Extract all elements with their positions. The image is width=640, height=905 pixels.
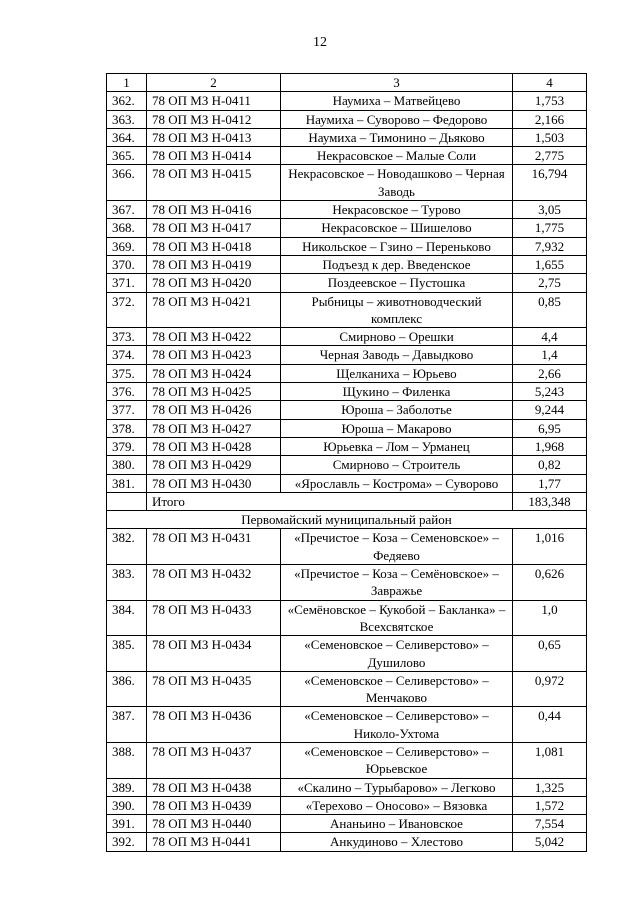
- header-cell: 1: [107, 74, 147, 92]
- road-name-cell: Некрасовское – Малые Соли: [281, 147, 513, 165]
- road-code-cell: 78 ОП МЗ Н-0423: [147, 346, 281, 364]
- row-number-cell: 386.: [107, 671, 147, 707]
- road-name-cell: Поздеевское – Пустошка: [281, 274, 513, 292]
- row-number-cell: 369.: [107, 237, 147, 255]
- road-name-cell: «Семеновское – Селиверстово» – Душилово: [281, 636, 513, 672]
- road-name-cell: Анкудиново – Хлестово: [281, 833, 513, 851]
- total-value: 183,348: [513, 492, 587, 510]
- road-code-cell: 78 ОП МЗ Н-0429: [147, 456, 281, 474]
- road-length-cell: 1,77: [513, 474, 587, 492]
- road-length-cell: 9,244: [513, 401, 587, 419]
- row-number-cell: 371.: [107, 274, 147, 292]
- table-row: [107, 274, 587, 292]
- road-code-cell: 78 ОП МЗ Н-0434: [147, 636, 281, 672]
- table-row: [107, 383, 587, 401]
- road-length-cell: 5,042: [513, 833, 587, 851]
- table-row: [107, 796, 587, 814]
- road-name-cell: «Семеновское – Селиверстово» – Менчаково: [281, 671, 513, 707]
- row-number-cell: 387.: [107, 707, 147, 743]
- road-length-cell: 0,85: [513, 292, 587, 328]
- table-row: [107, 255, 587, 273]
- row-number-cell: 384.: [107, 600, 147, 636]
- road-code-cell: 78 ОП МЗ Н-0418: [147, 237, 281, 255]
- road-length-cell: 1,775: [513, 219, 587, 237]
- road-length-cell: 2,66: [513, 364, 587, 382]
- row-number-cell: 377.: [107, 401, 147, 419]
- row-number-cell: 375.: [107, 364, 147, 382]
- table-row: [107, 600, 587, 636]
- road-code-cell: 78 ОП МЗ Н-0432: [147, 565, 281, 601]
- row-number-cell: 373.: [107, 328, 147, 346]
- road-length-cell: 5,243: [513, 383, 587, 401]
- header-cell: 3: [281, 74, 513, 92]
- row-number-cell: 382.: [107, 529, 147, 565]
- table-header-row: [107, 74, 587, 92]
- table-row: [107, 128, 587, 146]
- road-length-cell: 1,016: [513, 529, 587, 565]
- road-length-cell: 1,081: [513, 742, 587, 778]
- table-row: [107, 92, 587, 110]
- road-name-cell: Наумиха – Тимонино – Дьяково: [281, 128, 513, 146]
- road-code-cell: 78 ОП МЗ Н-0411: [147, 92, 281, 110]
- row-number-cell: 374.: [107, 346, 147, 364]
- table-row: [107, 833, 587, 851]
- row-number-cell: 364.: [107, 128, 147, 146]
- road-length-cell: 3,05: [513, 201, 587, 219]
- row-number-cell: 368.: [107, 219, 147, 237]
- roads-table: [106, 73, 587, 852]
- table-row: [107, 292, 587, 328]
- table-row: [107, 201, 587, 219]
- road-name-cell: Подъезд к дер. Введенское: [281, 255, 513, 273]
- road-name-cell: Некрасовское – Турово: [281, 201, 513, 219]
- road-length-cell: 0,65: [513, 636, 587, 672]
- row-number-cell: 367.: [107, 201, 147, 219]
- row-number-cell: 376.: [107, 383, 147, 401]
- road-name-cell: Юроша – Макарово: [281, 419, 513, 437]
- row-number-cell: 381.: [107, 474, 147, 492]
- road-code-cell: 78 ОП МЗ Н-0419: [147, 255, 281, 273]
- road-length-cell: 2,75: [513, 274, 587, 292]
- road-code-cell: 78 ОП МЗ Н-0431: [147, 529, 281, 565]
- road-length-cell: 2,166: [513, 110, 587, 128]
- row-number-cell: 388.: [107, 742, 147, 778]
- road-length-cell: 1,0: [513, 600, 587, 636]
- road-code-cell: 78 ОП МЗ Н-0422: [147, 328, 281, 346]
- table-row: [107, 456, 587, 474]
- road-code-cell: 78 ОП МЗ Н-0414: [147, 147, 281, 165]
- road-length-cell: 2,775: [513, 147, 587, 165]
- row-number-cell: 390.: [107, 796, 147, 814]
- table-body-section-a: [107, 92, 587, 493]
- table-row: [107, 219, 587, 237]
- road-code-cell: 78 ОП МЗ Н-0435: [147, 671, 281, 707]
- row-number-cell: 378.: [107, 419, 147, 437]
- header-cell: 2: [147, 74, 281, 92]
- table-row: [107, 328, 587, 346]
- road-name-cell: Смирново – Орешки: [281, 328, 513, 346]
- road-length-cell: 1,325: [513, 778, 587, 796]
- table-row: [107, 565, 587, 601]
- row-number-cell: 362.: [107, 92, 147, 110]
- road-name-cell: «Семеновское – Селиверстово» – Юрьевское: [281, 742, 513, 778]
- road-name-cell: «Ярославль – Кострома» – Суворово: [281, 474, 513, 492]
- road-length-cell: 1,968: [513, 437, 587, 455]
- total-row: [107, 492, 587, 510]
- table-row: [107, 165, 587, 201]
- row-number-cell: 366.: [107, 165, 147, 201]
- road-length-cell: 16,794: [513, 165, 587, 201]
- table-row: [107, 147, 587, 165]
- road-name-cell: Щукино – Филенка: [281, 383, 513, 401]
- road-name-cell: Черная Заводь – Давыдково: [281, 346, 513, 364]
- district-row: [107, 511, 587, 529]
- road-length-cell: 0,82: [513, 456, 587, 474]
- road-code-cell: 78 ОП МЗ Н-0438: [147, 778, 281, 796]
- road-name-cell: «Терехово – Оносово» – Вязовка: [281, 796, 513, 814]
- table-row: [107, 437, 587, 455]
- row-number-cell: 392.: [107, 833, 147, 851]
- road-code-cell: 78 ОП МЗ Н-0424: [147, 364, 281, 382]
- road-code-cell: 78 ОП МЗ Н-0417: [147, 219, 281, 237]
- table-row: [107, 364, 587, 382]
- table-row: [107, 110, 587, 128]
- table-row: [107, 529, 587, 565]
- row-number-cell: 370.: [107, 255, 147, 273]
- road-length-cell: 6,95: [513, 419, 587, 437]
- road-name-cell: Рыбницы – животноводческий комплекс: [281, 292, 513, 328]
- row-number-cell: 379.: [107, 437, 147, 455]
- road-name-cell: «Скалино – Турыбарово» – Легково: [281, 778, 513, 796]
- road-name-cell: «Пречистое – Коза – Семеновское» – Федяево: [281, 529, 513, 565]
- road-length-cell: 0,972: [513, 671, 587, 707]
- road-code-cell: 78 ОП МЗ Н-0440: [147, 815, 281, 833]
- row-number-cell: 383.: [107, 565, 147, 601]
- road-name-cell: «Пречистое – Коза – Семёновское» – Завражье: [281, 565, 513, 601]
- table-row: [107, 346, 587, 364]
- district-heading: Первомайский муниципальный район: [107, 511, 587, 529]
- page-number: 12: [313, 35, 327, 50]
- table-row: [107, 401, 587, 419]
- road-length-cell: 1,4: [513, 346, 587, 364]
- road-code-cell: 78 ОП МЗ Н-0421: [147, 292, 281, 328]
- road-name-cell: Юроша – Заболотье: [281, 401, 513, 419]
- road-length-cell: 7,554: [513, 815, 587, 833]
- road-code-cell: 78 ОП МЗ Н-0420: [147, 274, 281, 292]
- table-row: [107, 474, 587, 492]
- row-number-cell: 380.: [107, 456, 147, 474]
- table-row: [107, 778, 587, 796]
- road-code-cell: 78 ОП МЗ Н-0412: [147, 110, 281, 128]
- road-code-cell: 78 ОП МЗ Н-0416: [147, 201, 281, 219]
- road-length-cell: 4,4: [513, 328, 587, 346]
- header-cell: 4: [513, 74, 587, 92]
- table-row: [107, 707, 587, 743]
- table-row: [107, 742, 587, 778]
- road-code-cell: 78 ОП МЗ Н-0413: [147, 128, 281, 146]
- table-row: [107, 815, 587, 833]
- road-length-cell: 0,626: [513, 565, 587, 601]
- road-name-cell: Наумиха – Суворово – Федорово: [281, 110, 513, 128]
- road-name-cell: Смирново – Строитель: [281, 456, 513, 474]
- row-number-cell: 385.: [107, 636, 147, 672]
- road-name-cell: Юрьевка – Лом – Урманец: [281, 437, 513, 455]
- road-length-cell: 1,503: [513, 128, 587, 146]
- row-number-cell: 365.: [107, 147, 147, 165]
- total-blank-cell: [107, 492, 147, 510]
- road-code-cell: 78 ОП МЗ Н-0427: [147, 419, 281, 437]
- road-length-cell: 7,932: [513, 237, 587, 255]
- road-name-cell: «Семёновское – Кукобой – Бакланка» – Всехсвятское: [281, 600, 513, 636]
- road-name-cell: Некрасовское – Шишелово: [281, 219, 513, 237]
- road-name-cell: «Семеновское – Селиверстово» – Николо-Ухтома: [281, 707, 513, 743]
- road-name-cell: Никольское – Гзино – Переньково: [281, 237, 513, 255]
- road-code-cell: 78 ОП МЗ Н-0441: [147, 833, 281, 851]
- road-code-cell: 78 ОП МЗ Н-0415: [147, 165, 281, 201]
- total-section: [107, 492, 587, 529]
- road-length-cell: 0,44: [513, 707, 587, 743]
- row-number-cell: 391.: [107, 815, 147, 833]
- road-name-cell: Щелканиха – Юрьево: [281, 364, 513, 382]
- table-row: [107, 636, 587, 672]
- table-row: [107, 671, 587, 707]
- road-name-cell: Наумиха – Матвейцево: [281, 92, 513, 110]
- road-code-cell: 78 ОП МЗ Н-0433: [147, 600, 281, 636]
- total-label: Итого: [147, 492, 513, 510]
- road-code-cell: 78 ОП МЗ Н-0430: [147, 474, 281, 492]
- table-row: [107, 237, 587, 255]
- row-number-cell: 363.: [107, 110, 147, 128]
- road-code-cell: 78 ОП МЗ Н-0425: [147, 383, 281, 401]
- road-length-cell: 1,753: [513, 92, 587, 110]
- road-code-cell: 78 ОП МЗ Н-0437: [147, 742, 281, 778]
- road-code-cell: 78 ОП МЗ Н-0439: [147, 796, 281, 814]
- row-number-cell: 372.: [107, 292, 147, 328]
- road-code-cell: 78 ОП МЗ Н-0426: [147, 401, 281, 419]
- road-code-cell: 78 ОП МЗ Н-0428: [147, 437, 281, 455]
- road-name-cell: Ананьино – Ивановское: [281, 815, 513, 833]
- road-code-cell: 78 ОП МЗ Н-0436: [147, 707, 281, 743]
- road-length-cell: 1,572: [513, 796, 587, 814]
- road-length-cell: 1,655: [513, 255, 587, 273]
- road-name-cell: Некрасовское – Новодашково – Черная Заводь: [281, 165, 513, 201]
- table-body-section-b: [107, 529, 587, 851]
- table-row: [107, 419, 587, 437]
- row-number-cell: 389.: [107, 778, 147, 796]
